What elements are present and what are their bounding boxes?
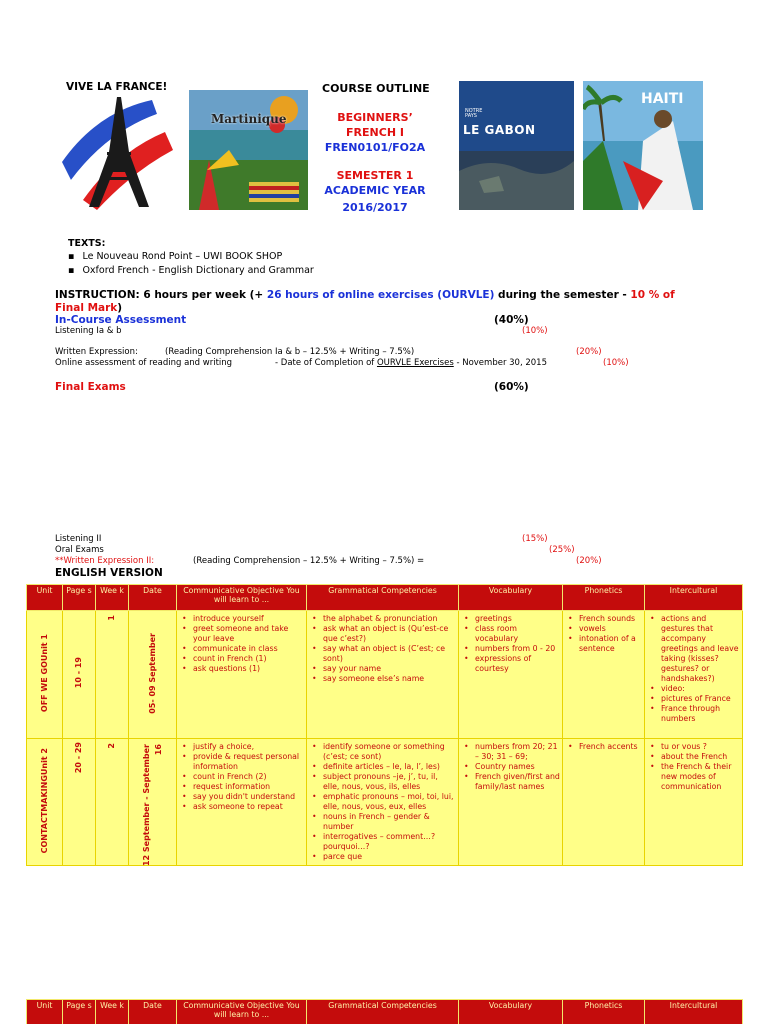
list-item: • class room vocabulary <box>461 624 560 644</box>
pages-cell: 20 - 29 <box>63 739 96 866</box>
date-cell: 05- 09 September <box>129 611 177 739</box>
list-item: • communicate in class <box>179 644 304 654</box>
col-header-intercultural: Intercultural <box>645 585 743 611</box>
list-item: • parce que <box>309 852 456 862</box>
list-item: • expressions of courtesy <box>461 654 560 674</box>
list-item: • request information <box>179 782 304 792</box>
list-item: • vowels <box>565 624 642 634</box>
col-header-unit: Unit <box>27 1000 63 1024</box>
haiti-cover-title: HAITI <box>641 91 684 107</box>
course-title-line-1: BEGINNERS’ <box>337 111 413 124</box>
list-item: • greet someone and take your leave <box>179 624 304 644</box>
course-schedule-table <box>26 584 743 866</box>
list-item: • identify someone or something (c’est; ce sont) <box>309 742 456 762</box>
list-item: • justify a choice, <box>179 742 304 752</box>
list-item: • Country names <box>461 762 560 772</box>
list-item: • French accents <box>565 742 642 752</box>
unit-cell: OFF WE GOUnit 1 <box>27 611 63 739</box>
intercultural-cell <box>645 739 743 866</box>
online-assessment-label: Online assessment of reading and writing <box>55 358 233 368</box>
list-item: • French sounds <box>565 614 642 624</box>
col-header-phonetics: Phonetics <box>563 1000 645 1024</box>
list-item: • French given/first and family/last names <box>461 772 560 792</box>
list-item: • ask what an object is (Qu’est-ce que c’est?) <box>309 624 456 644</box>
in-course-assessment-label: In-Course Assessment <box>55 314 187 326</box>
list-item: • definite articles – le, la, l’, les) <box>309 762 456 772</box>
week-cell: 1 <box>96 611 129 739</box>
gabon-cover-subtitle: NOTRE PAYS <box>465 108 483 119</box>
list-item: • numbers from 20; 21 – 30; 31 – 69; <box>461 742 560 762</box>
table-row <box>27 739 743 866</box>
list-item: • interrogatives – comment…? pourquoi…? <box>309 832 456 852</box>
list-item: • the alphabet & pronunciation <box>309 614 456 624</box>
listening-i-pct: (10%) <box>522 326 548 336</box>
list-item: • count in French (1) <box>179 654 304 664</box>
col-header-grammatical: Grammatical Competencies <box>307 585 459 611</box>
table-header-row <box>27 1000 743 1024</box>
listening-ii-label: Listening II <box>55 534 102 544</box>
col-header-pages: Page s <box>63 1000 96 1024</box>
col-header-date: Date <box>129 1000 177 1024</box>
listening-i-label: Listening Ia & b <box>55 326 122 336</box>
list-item: • France through numbers <box>647 704 740 724</box>
col-header-unit: Unit <box>27 585 63 611</box>
col-header-communicative: Communicative Objective You will learn to ... <box>177 1000 307 1024</box>
grammar-cell <box>307 611 459 739</box>
list-item: • greetings <box>461 614 560 624</box>
course-schedule-table-continued <box>26 999 743 1024</box>
written-expression-ii-label: **Written Expression II: <box>55 556 155 566</box>
list-item: • say you didn't understand <box>179 792 304 802</box>
col-header-communicative: Communicative Objective You will learn to ... <box>177 585 307 611</box>
martinique-cover-title: Martinique <box>211 112 287 126</box>
oral-exams-pct: (25%) <box>549 545 575 555</box>
list-item: • count in French (2) <box>179 772 304 782</box>
gabon-book-cover-image <box>459 81 574 210</box>
final-exams-label: Final Exams <box>55 381 126 393</box>
written-expression-ii-pct: (20%) <box>576 556 602 566</box>
list-item: • numbers from 0 - 20 <box>461 644 560 654</box>
semester-label: SEMESTER 1 <box>336 169 414 182</box>
vocabulary-cell <box>459 611 563 739</box>
communicative-cell <box>177 611 307 739</box>
english-version-heading: ENGLISH VERSION <box>55 567 163 579</box>
written-expression-desc: (Reading Comprehension Ia & b – 12.5% + Writing – 7.5%) <box>165 347 415 357</box>
list-item: • video: <box>647 684 740 694</box>
col-header-phonetics: Phonetics <box>563 585 645 611</box>
communicative-cell <box>177 739 307 866</box>
col-header-week: Wee k <box>96 1000 129 1024</box>
list-item: • intonation of a sentence <box>565 634 642 654</box>
academic-year-value: 2016/2017 <box>342 201 408 214</box>
pages-cell: 10 - 19 <box>63 611 96 739</box>
list-item: • tu or vous ? <box>647 742 740 752</box>
list-item: • say someone else’s name <box>309 674 456 684</box>
date-cell: 12 September - September 16 <box>129 739 177 866</box>
instruction-line: INSTRUCTION: 6 hours per week (+ 26 hours of online exercises (OURVLE) during the semester - 10 % of Final Mark) <box>55 289 675 314</box>
haiti-book-cover-image <box>583 81 703 210</box>
ourvle-exercises-link[interactable]: OURVLE Exercises <box>376 358 454 368</box>
col-header-week: Wee k <box>96 585 129 611</box>
written-expression-pct: (20%) <box>576 347 602 357</box>
col-header-pages: Page s <box>63 585 96 611</box>
col-header-vocabulary: Vocabulary <box>459 1000 563 1024</box>
list-item: • pictures of France <box>647 694 740 704</box>
texts-heading: TEXTS: <box>68 238 106 249</box>
oral-exams-label: Oral Exams <box>55 545 104 555</box>
phonetics-cell <box>563 611 645 739</box>
unit-cell: CONTACTMAKINGUnit 2 <box>27 739 63 866</box>
col-header-vocabulary: Vocabulary <box>459 585 563 611</box>
col-header-grammatical: Grammatical Competencies <box>307 1000 459 1024</box>
eiffel-flag-image <box>57 92 177 212</box>
course-code: FREN0101/FO2A <box>324 141 426 154</box>
vive-la-france-caption: VIVE LA FRANCE! <box>66 81 168 93</box>
week-cell: 2 <box>96 739 129 866</box>
listening-ii-pct: (15%) <box>522 534 548 544</box>
text-item: ▪ Oxford French - English Dictionary and Grammar <box>68 265 314 276</box>
phonetics-cell <box>563 739 645 866</box>
written-expression-ii-desc: (Reading Comprehension – 12.5% + Writing – 7.5%) = <box>193 556 425 566</box>
list-item: • say your name <box>309 664 456 674</box>
col-header-date: Date <box>129 585 177 611</box>
list-item: • provide & request personal information <box>179 752 304 772</box>
list-item: • subject pronouns –je, j’, tu, il, elle, nous, vous, ils, elles <box>309 772 456 792</box>
text-item: ▪ Le Nouveau Rond Point – UWI BOOK SHOP <box>68 251 282 262</box>
intercultural-cell <box>645 611 743 739</box>
academic-year-label: ACADEMIC YEAR <box>324 184 426 197</box>
vocabulary-cell <box>459 739 563 866</box>
gabon-cover-title: LE GABON <box>463 123 536 137</box>
list-item: • about the French <box>647 752 740 762</box>
table-row <box>27 611 743 739</box>
table-header-row <box>27 585 743 611</box>
grammar-cell <box>307 739 459 866</box>
final-exams-pct: (60%) <box>494 381 529 393</box>
martinique-book-cover-image <box>189 90 308 210</box>
list-item: • say what an object is (C’est; ce sont) <box>309 644 456 664</box>
list-item: • ask questions (1) <box>179 664 304 674</box>
list-item: • introduce yourself <box>179 614 304 624</box>
list-item: • emphatic pronouns – moi, toi, lui, elle, nous, vous, eux, elles <box>309 792 456 812</box>
list-item: • actions and gestures that accompany greetings and leave taking (kisses? gestures? or handshakes?) <box>647 614 740 684</box>
col-header-intercultural: Intercultural <box>645 1000 743 1024</box>
list-item: • nouns in French – gender & number <box>309 812 456 832</box>
course-title-line-2: FRENCH I <box>346 126 404 139</box>
online-assessment-pct: (10%) <box>603 358 629 368</box>
list-item: • the French & their new modes of communication <box>647 762 740 792</box>
course-outline-heading: COURSE OUTLINE <box>322 82 430 95</box>
online-assessment-desc: - Date of Completion of OURVLE Exercises - November 30, 2015 <box>275 358 547 368</box>
in-course-assessment-pct: (40%) <box>494 314 529 326</box>
written-expression-label: Written Expression: <box>55 347 138 357</box>
list-item: • ask someone to repeat <box>179 802 304 812</box>
